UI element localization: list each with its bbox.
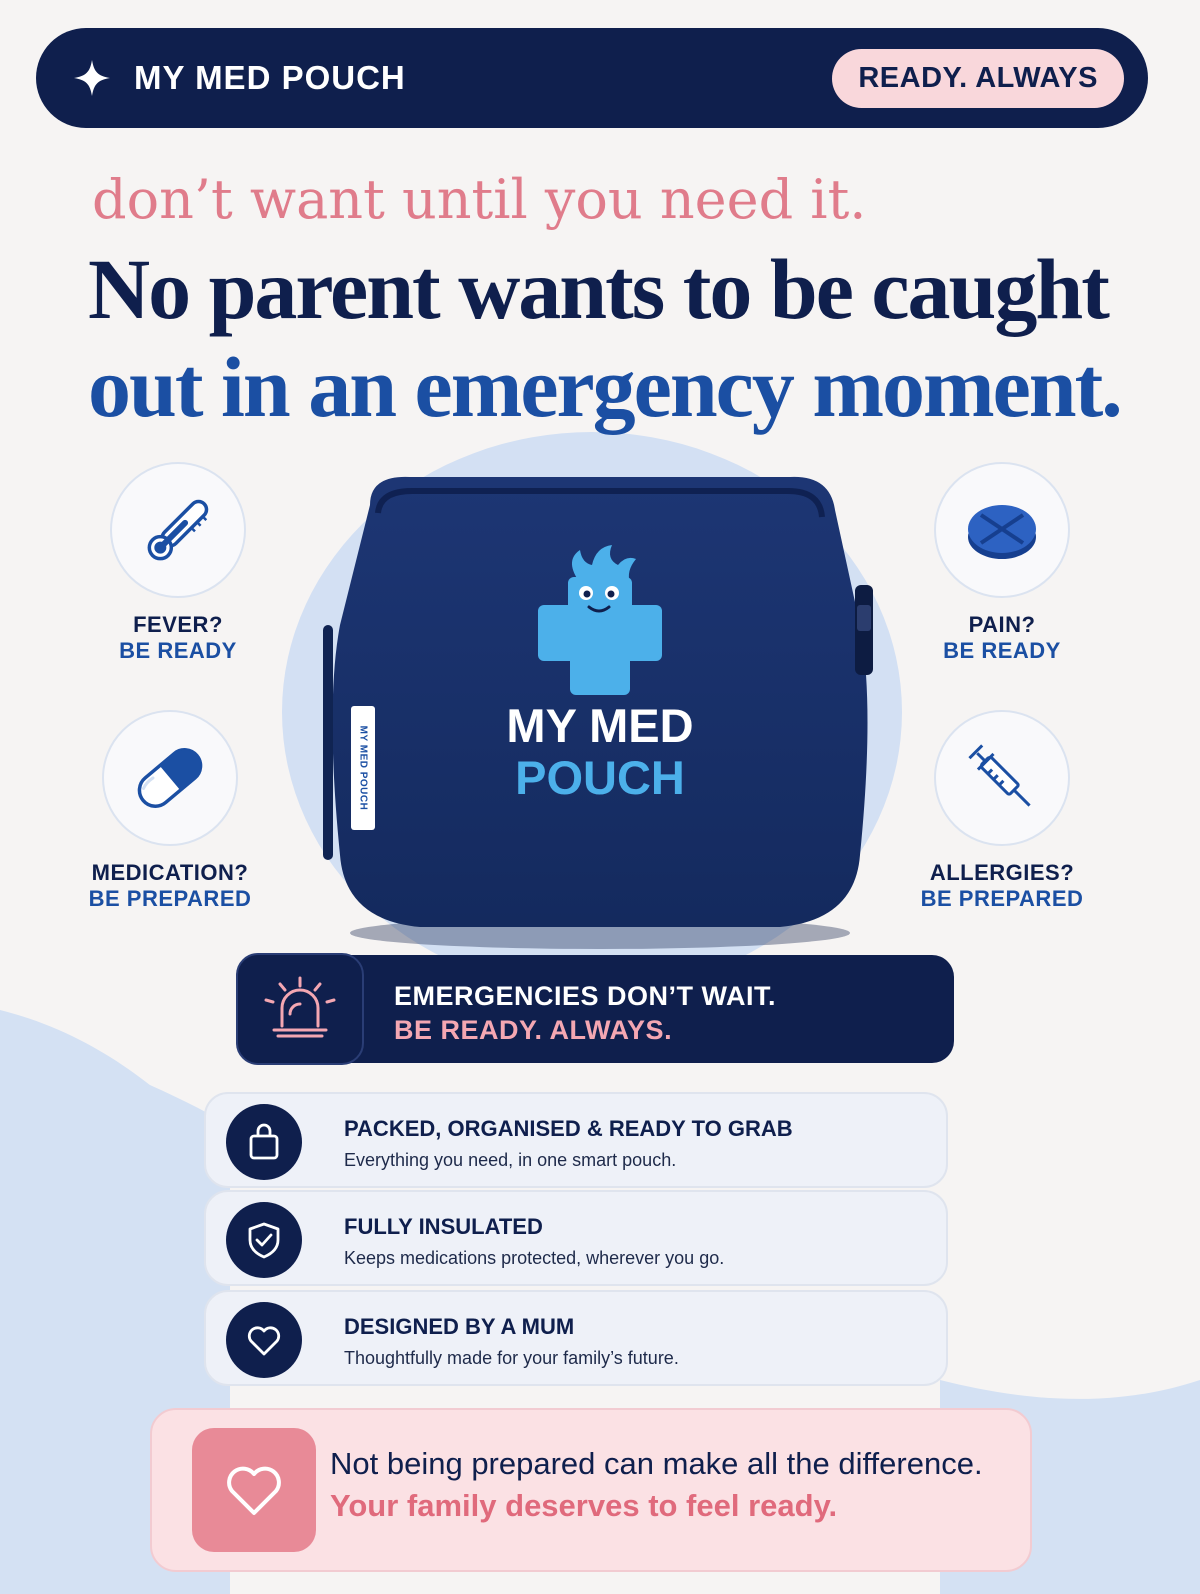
feature-allergies: [892, 710, 1112, 912]
benefit-card-insulated: [204, 1190, 948, 1286]
feature-allergies-answer: BE PREPARED: [920, 886, 1084, 911]
footer-card: [150, 1408, 1032, 1572]
benefit-title: FULLY INSULATED: [344, 1214, 543, 1239]
footer-icon-box: [192, 1428, 316, 1552]
feature-fever-circle: [110, 462, 246, 598]
emergency-banner: [236, 955, 954, 1063]
footer-line-1: Not being prepared can make all the difference.: [330, 1446, 983, 1481]
benefit-subtitle: Everything you need, in one smart pouch.: [344, 1150, 677, 1170]
pill-capsule-icon: [127, 735, 213, 821]
pouch-logo-line-2: POUCH: [515, 751, 685, 804]
benefit-icon-circle: [226, 1202, 302, 1278]
benefit-card-packed: [204, 1092, 948, 1188]
feature-medication: [60, 710, 280, 912]
sparkle-icon: [72, 58, 112, 98]
benefit-title: PACKED, ORGANISED & READY TO GRAB: [344, 1116, 793, 1141]
feature-allergies-circle: [934, 710, 1070, 846]
brand-name: MY MED POUCH: [134, 59, 406, 96]
heart-icon: [221, 1457, 287, 1523]
thermometer-icon: [135, 487, 221, 573]
benefit-subtitle: Keeps medications protected, wherever you go.: [344, 1248, 725, 1268]
tablet-icon: [959, 487, 1045, 573]
pouch-logo-line-1: MY MED: [506, 699, 694, 752]
benefit-title: DESIGNED BY A MUM: [344, 1314, 575, 1339]
siren-icon: [260, 974, 340, 1044]
headline-pre: don’t want until you need it.: [92, 168, 867, 231]
feature-allergies-question: ALLERGIES?: [929, 860, 1075, 885]
feature-medication-question: MEDICATION?: [91, 860, 249, 885]
headline-line-1: No parent wants to be caught: [88, 241, 1108, 337]
feature-pain-question: PAIN?: [968, 612, 1036, 637]
benefit-card-mum: [204, 1290, 948, 1386]
banner-icon-box: [236, 953, 364, 1065]
bag-icon: [244, 1122, 284, 1162]
ready-always-pill: READY. ALWAYS: [832, 49, 1124, 108]
banner-line-1: EMERGENCIES DON’T WAIT.: [394, 981, 777, 1011]
benefit-icon-circle: [226, 1302, 302, 1378]
feature-fever: [68, 462, 288, 664]
banner-line-2: BE READY. ALWAYS.: [394, 1015, 673, 1045]
feature-pain-circle: [934, 462, 1070, 598]
footer-line-2: Your family deserves to feel ready.: [330, 1488, 838, 1523]
top-bar: [36, 28, 1148, 128]
feature-medication-circle: [102, 710, 238, 846]
pouch-side-tag: [351, 706, 375, 830]
benefit-icon-circle: [226, 1104, 302, 1180]
pouch-logo: [470, 700, 730, 804]
feature-pain: [892, 462, 1112, 664]
benefit-subtitle: Thoughtfully made for your family’s future.: [344, 1348, 679, 1368]
shield-check-icon: [244, 1220, 284, 1260]
feature-fever-question: FEVER?: [133, 612, 223, 637]
syringe-icon: [959, 735, 1045, 821]
feature-medication-answer: BE PREPARED: [88, 886, 252, 911]
feature-pain-answer: BE READY: [943, 638, 1061, 663]
pouch-side-tag-text: MY MED POUCH: [357, 725, 369, 811]
headline-line-2: out in an emergency moment.: [88, 339, 1121, 435]
headline: [88, 240, 1121, 436]
heart-icon: [244, 1320, 284, 1360]
feature-fever-answer: BE READY: [119, 638, 237, 663]
